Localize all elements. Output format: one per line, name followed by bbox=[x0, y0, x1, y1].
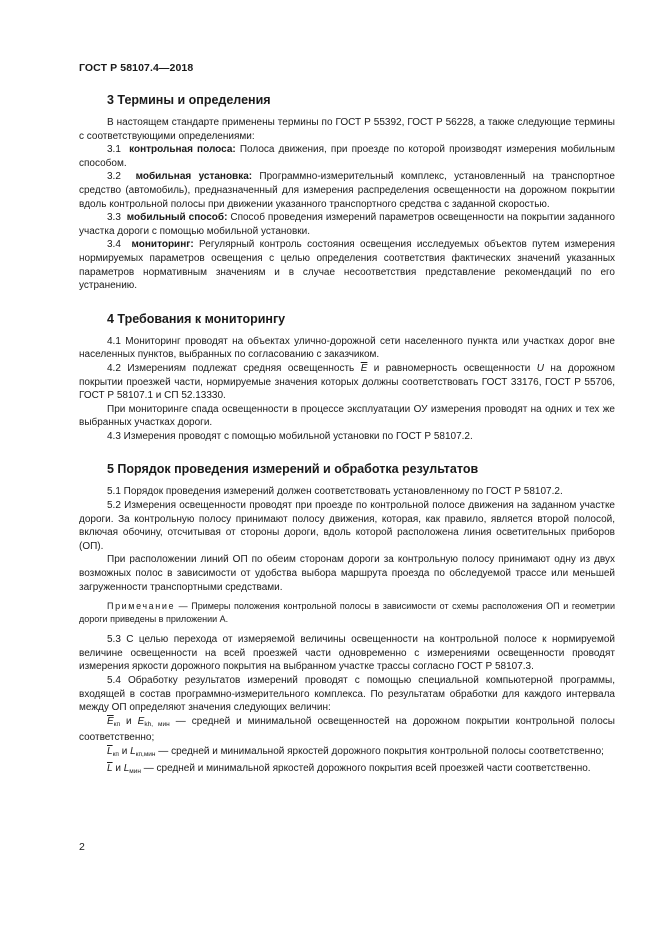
symbol: $\overline{L}$ bbox=[107, 762, 113, 774]
subscript: кп bbox=[112, 750, 119, 758]
clause-5-2: 5.2 Измерения освещенности проводят при проезде по контрольной полосе движения на заданном участке дороги. За контрольную полосу принимают полосу движения, которая, как правило, является второй полосой, включая обочину, отсчитывая от стороны дороги, вдоль которой расположена линия осветительных приборов (ОП). bbox=[79, 500, 615, 552]
symbol: L bbox=[130, 745, 136, 757]
clause-5-4: 5.4 Обработку результатов измерений проводят с помощью специальной компьютерной программы, входящей в состав программно-измерительного комплекса. По результатам обработки для каждого интервала между ОП определяют значения следующих величин: bbox=[79, 675, 615, 714]
term-name: мониторинг: bbox=[131, 239, 194, 251]
term-number: 3.1 bbox=[107, 144, 121, 156]
clause-4-2-extra: При мониторинге спада освещенности в процессе эксплуатации ОУ измерения проводят на одних и тех же выбранных участках дороги. bbox=[79, 403, 615, 429]
uniformity-symbol: U bbox=[536, 362, 545, 374]
item-text: — средней и минимальной яркостей дорожного покрытия контрольной полосы соответственно; bbox=[155, 745, 604, 757]
subscript: kh, мин bbox=[144, 720, 170, 728]
section-5-heading: 5 Порядок проведения измерений и обработка результатов bbox=[107, 462, 479, 477]
term-definition: Программно-измерительный комплекс, установленный на транспортное средство (автомобиль), предназначенный для измерения распределения освещенности на дорожном покрытии вдоль контрольной полосы при движении указанного транспортного средства с заданной скоростью. bbox=[79, 171, 615, 210]
subscript: мин bbox=[129, 767, 141, 775]
term-3-2 bbox=[79, 170, 615, 211]
note-label: Примечание bbox=[107, 601, 176, 612]
term-name: мобильная установка: bbox=[135, 171, 253, 183]
note-text: — Примеры положения контрольной полосы в зависимости от схемы расположения ОП и геометрии дороги приведены в приложении А. bbox=[79, 601, 615, 624]
symbol: $\overline{E}$ bbox=[107, 715, 114, 727]
section-3-intro: В настоящем стандарте применены термины по ГОСТ Р 55392, ГОСТ Р 56228, а также следующие термины с соответствующими определениями: bbox=[79, 117, 615, 142]
clause-5-3: 5.3 С целью перехода от измеряемой величины освещенности на контрольной полосе к нормируемой величине освещенности на всей проезжей части одновременно с измерениями освещенности проводят измерения яркости дорожного покрытия на выбранном участке трассы согласно ГОСТ Р 58107.3. bbox=[79, 634, 615, 673]
symbol: L bbox=[123, 762, 130, 774]
clause-4-3: 4.3 Измерения проводят с помощью мобильной установки по ГОСТ Р 58107.2. bbox=[107, 430, 473, 442]
clause-text: на дорожном покрытии проезжей части, нормируемые значения которых должны соответствовать ГОСТ 33176, ГОСТ Р 55706, ГОСТ Р 58107.1 и СП 52.13330. bbox=[79, 362, 615, 402]
term-definition: Способ проведения измерений параметров освещенности на покрытии заданного участка дороги с помощью мобильной установки. bbox=[79, 212, 615, 237]
conjunction: и bbox=[118, 745, 131, 757]
symbol: E bbox=[137, 715, 145, 727]
clause-5-1: 5.1 Порядок проведения измерений должен соответствовать установленному по ГОСТ Р 58107.2. bbox=[107, 486, 563, 498]
item-text: — средней и минимальной освещенностей на дорожном покрытии контрольной полосы соответственно; bbox=[79, 715, 615, 744]
conjunction: и bbox=[120, 715, 138, 727]
term-number: 3.2 bbox=[107, 171, 121, 183]
note bbox=[79, 600, 615, 625]
term-name: мобильный способ: bbox=[126, 212, 228, 224]
clause-text: 4.2 Измерениям подлежат средняя освещенность bbox=[107, 362, 361, 374]
list-item-luminance-control bbox=[79, 745, 615, 762]
subscript: кп bbox=[113, 720, 121, 728]
clause-4-1: 4.1 Мониторинг проводят на объектах улично-дорожной сети населенного пункта или участках дорог вне населенных пунктов, выбранных по согласованию с заказчиком. bbox=[79, 335, 615, 361]
mean-illuminance-symbol: $\overline{E}$ bbox=[360, 362, 368, 374]
term-name: контрольная полоса: bbox=[129, 144, 236, 156]
term-3-4 bbox=[79, 238, 615, 292]
section-4-heading: 4 Требования к мониторингу bbox=[107, 311, 286, 326]
clause-4-2 bbox=[79, 362, 615, 403]
subscript: кп,мин bbox=[135, 750, 156, 758]
page-number: 2 bbox=[79, 841, 85, 853]
term-definition: Полоса движения, при проезде по которой производят измерения мобильным способом. bbox=[79, 144, 616, 169]
section-3-heading: 3 Термины и определения bbox=[107, 93, 271, 107]
term-number: 3.4 bbox=[107, 239, 121, 251]
term-number: 3.3 bbox=[107, 212, 121, 224]
term-3-3 bbox=[79, 211, 615, 238]
item-text: — средней и минимальной яркостей дорожного покрытия всей проезжей части соответственно. bbox=[140, 762, 591, 774]
page-content bbox=[79, 92, 615, 778]
clause-5-2-extra: При расположении линий ОП по обеим сторонам дороги за контрольную полосу принимают одну из двух возможных полос в зависимости от удобства выбора маршрута проезда по обследуемой трассе или меньшей загруженности транспортными средствами. bbox=[79, 554, 615, 593]
conjunction: и bbox=[112, 762, 124, 774]
list-item-illuminance bbox=[79, 715, 615, 745]
term-3-1 bbox=[79, 143, 615, 170]
document-code-header: ГОСТ Р 58107.4—2018 bbox=[79, 62, 194, 74]
list-item-luminance-road bbox=[79, 762, 615, 779]
term-definition: Регулярный контроль состояния освещения исследуемых объектов путем измерения нормируемых параметров освещения с целью определения соответствия фактических значений указанных параметров нормативным значениям и в случае несоответствия представление рекомендаций по его устранению. bbox=[79, 239, 615, 292]
symbol: $\overline{L}$ bbox=[107, 745, 113, 757]
clause-text: и равномерность освещенности bbox=[367, 362, 537, 374]
